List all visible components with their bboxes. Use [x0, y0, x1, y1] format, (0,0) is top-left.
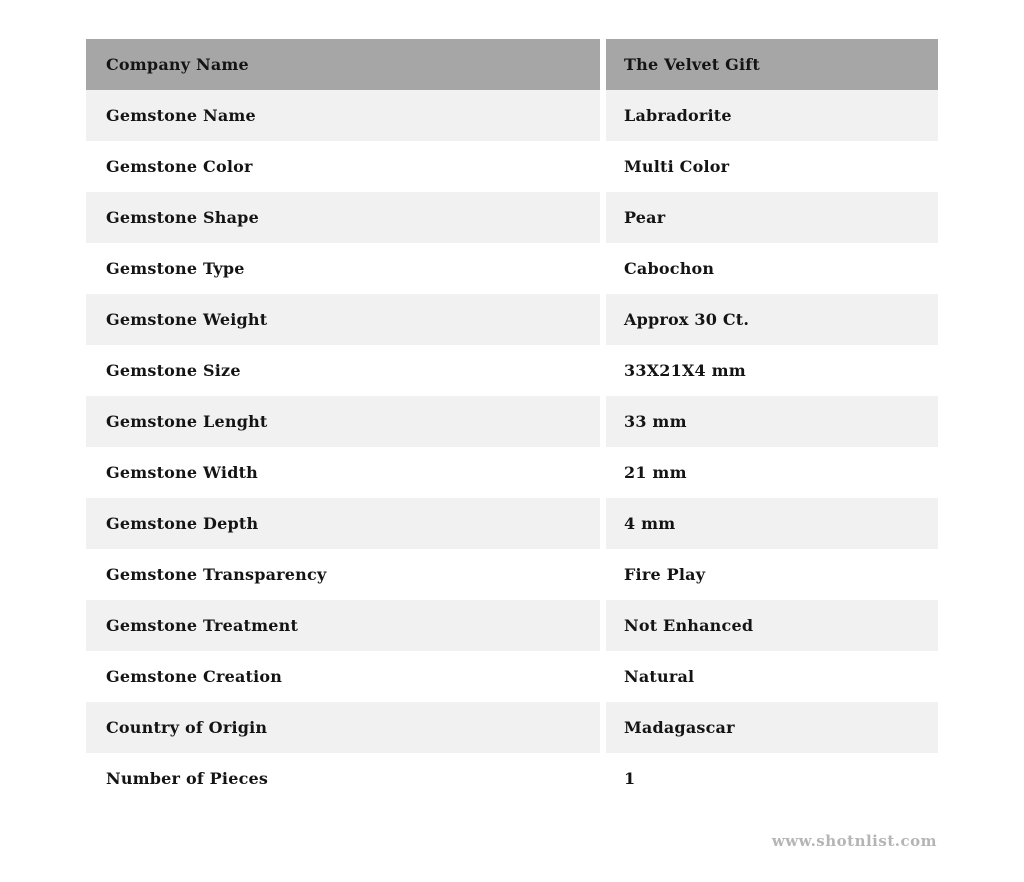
spec-label: Gemstone Treatment [86, 600, 600, 651]
spec-value: Labradorite [606, 90, 938, 141]
header-value: The Velvet Gift [606, 39, 938, 90]
table-row [86, 651, 938, 702]
table-row [86, 345, 938, 396]
spec-label: Gemstone Shape [86, 192, 600, 243]
spec-label: Gemstone Size [86, 345, 600, 396]
spec-label: Gemstone Creation [86, 651, 600, 702]
site-watermark: www.shotnlist.com [771, 832, 937, 850]
spec-value: Not Enhanced [606, 600, 938, 651]
table-row [86, 396, 938, 447]
table-row [86, 294, 938, 345]
spec-value: Madagascar [606, 702, 938, 753]
spec-label: Gemstone Type [86, 243, 600, 294]
spec-value: Fire Play [606, 549, 938, 600]
header-label: Company Name [86, 39, 600, 90]
spec-value: Multi Color [606, 141, 938, 192]
spec-label: Gemstone Name [86, 90, 600, 141]
spec-label: Gemstone Width [86, 447, 600, 498]
spec-value: Natural [606, 651, 938, 702]
table-row [86, 498, 938, 549]
table-body [86, 90, 938, 804]
spec-value: 33 mm [606, 396, 938, 447]
table-row [86, 600, 938, 651]
spec-label: Gemstone Color [86, 141, 600, 192]
spec-value: Pear [606, 192, 938, 243]
spec-value: Approx 30 Ct. [606, 294, 938, 345]
table-row [86, 141, 938, 192]
spec-label: Gemstone Depth [86, 498, 600, 549]
spec-value: 1 [606, 753, 938, 804]
spec-label: Number of Pieces [86, 753, 600, 804]
spec-label: Country of Origin [86, 702, 600, 753]
table-row [86, 702, 938, 753]
spec-label: Gemstone Transparency [86, 549, 600, 600]
gemstone-spec-table [86, 39, 938, 804]
spec-value: 4 mm [606, 498, 938, 549]
spec-value: 33X21X4 mm [606, 345, 938, 396]
table-row [86, 90, 938, 141]
table-row [86, 243, 938, 294]
spec-label: Gemstone Lenght [86, 396, 600, 447]
table-row [86, 753, 938, 804]
spec-label: Gemstone Weight [86, 294, 600, 345]
table-row [86, 192, 938, 243]
table-row [86, 549, 938, 600]
spec-value: Cabochon [606, 243, 938, 294]
table-header-row [86, 39, 938, 90]
spec-value: 21 mm [606, 447, 938, 498]
table-row [86, 447, 938, 498]
